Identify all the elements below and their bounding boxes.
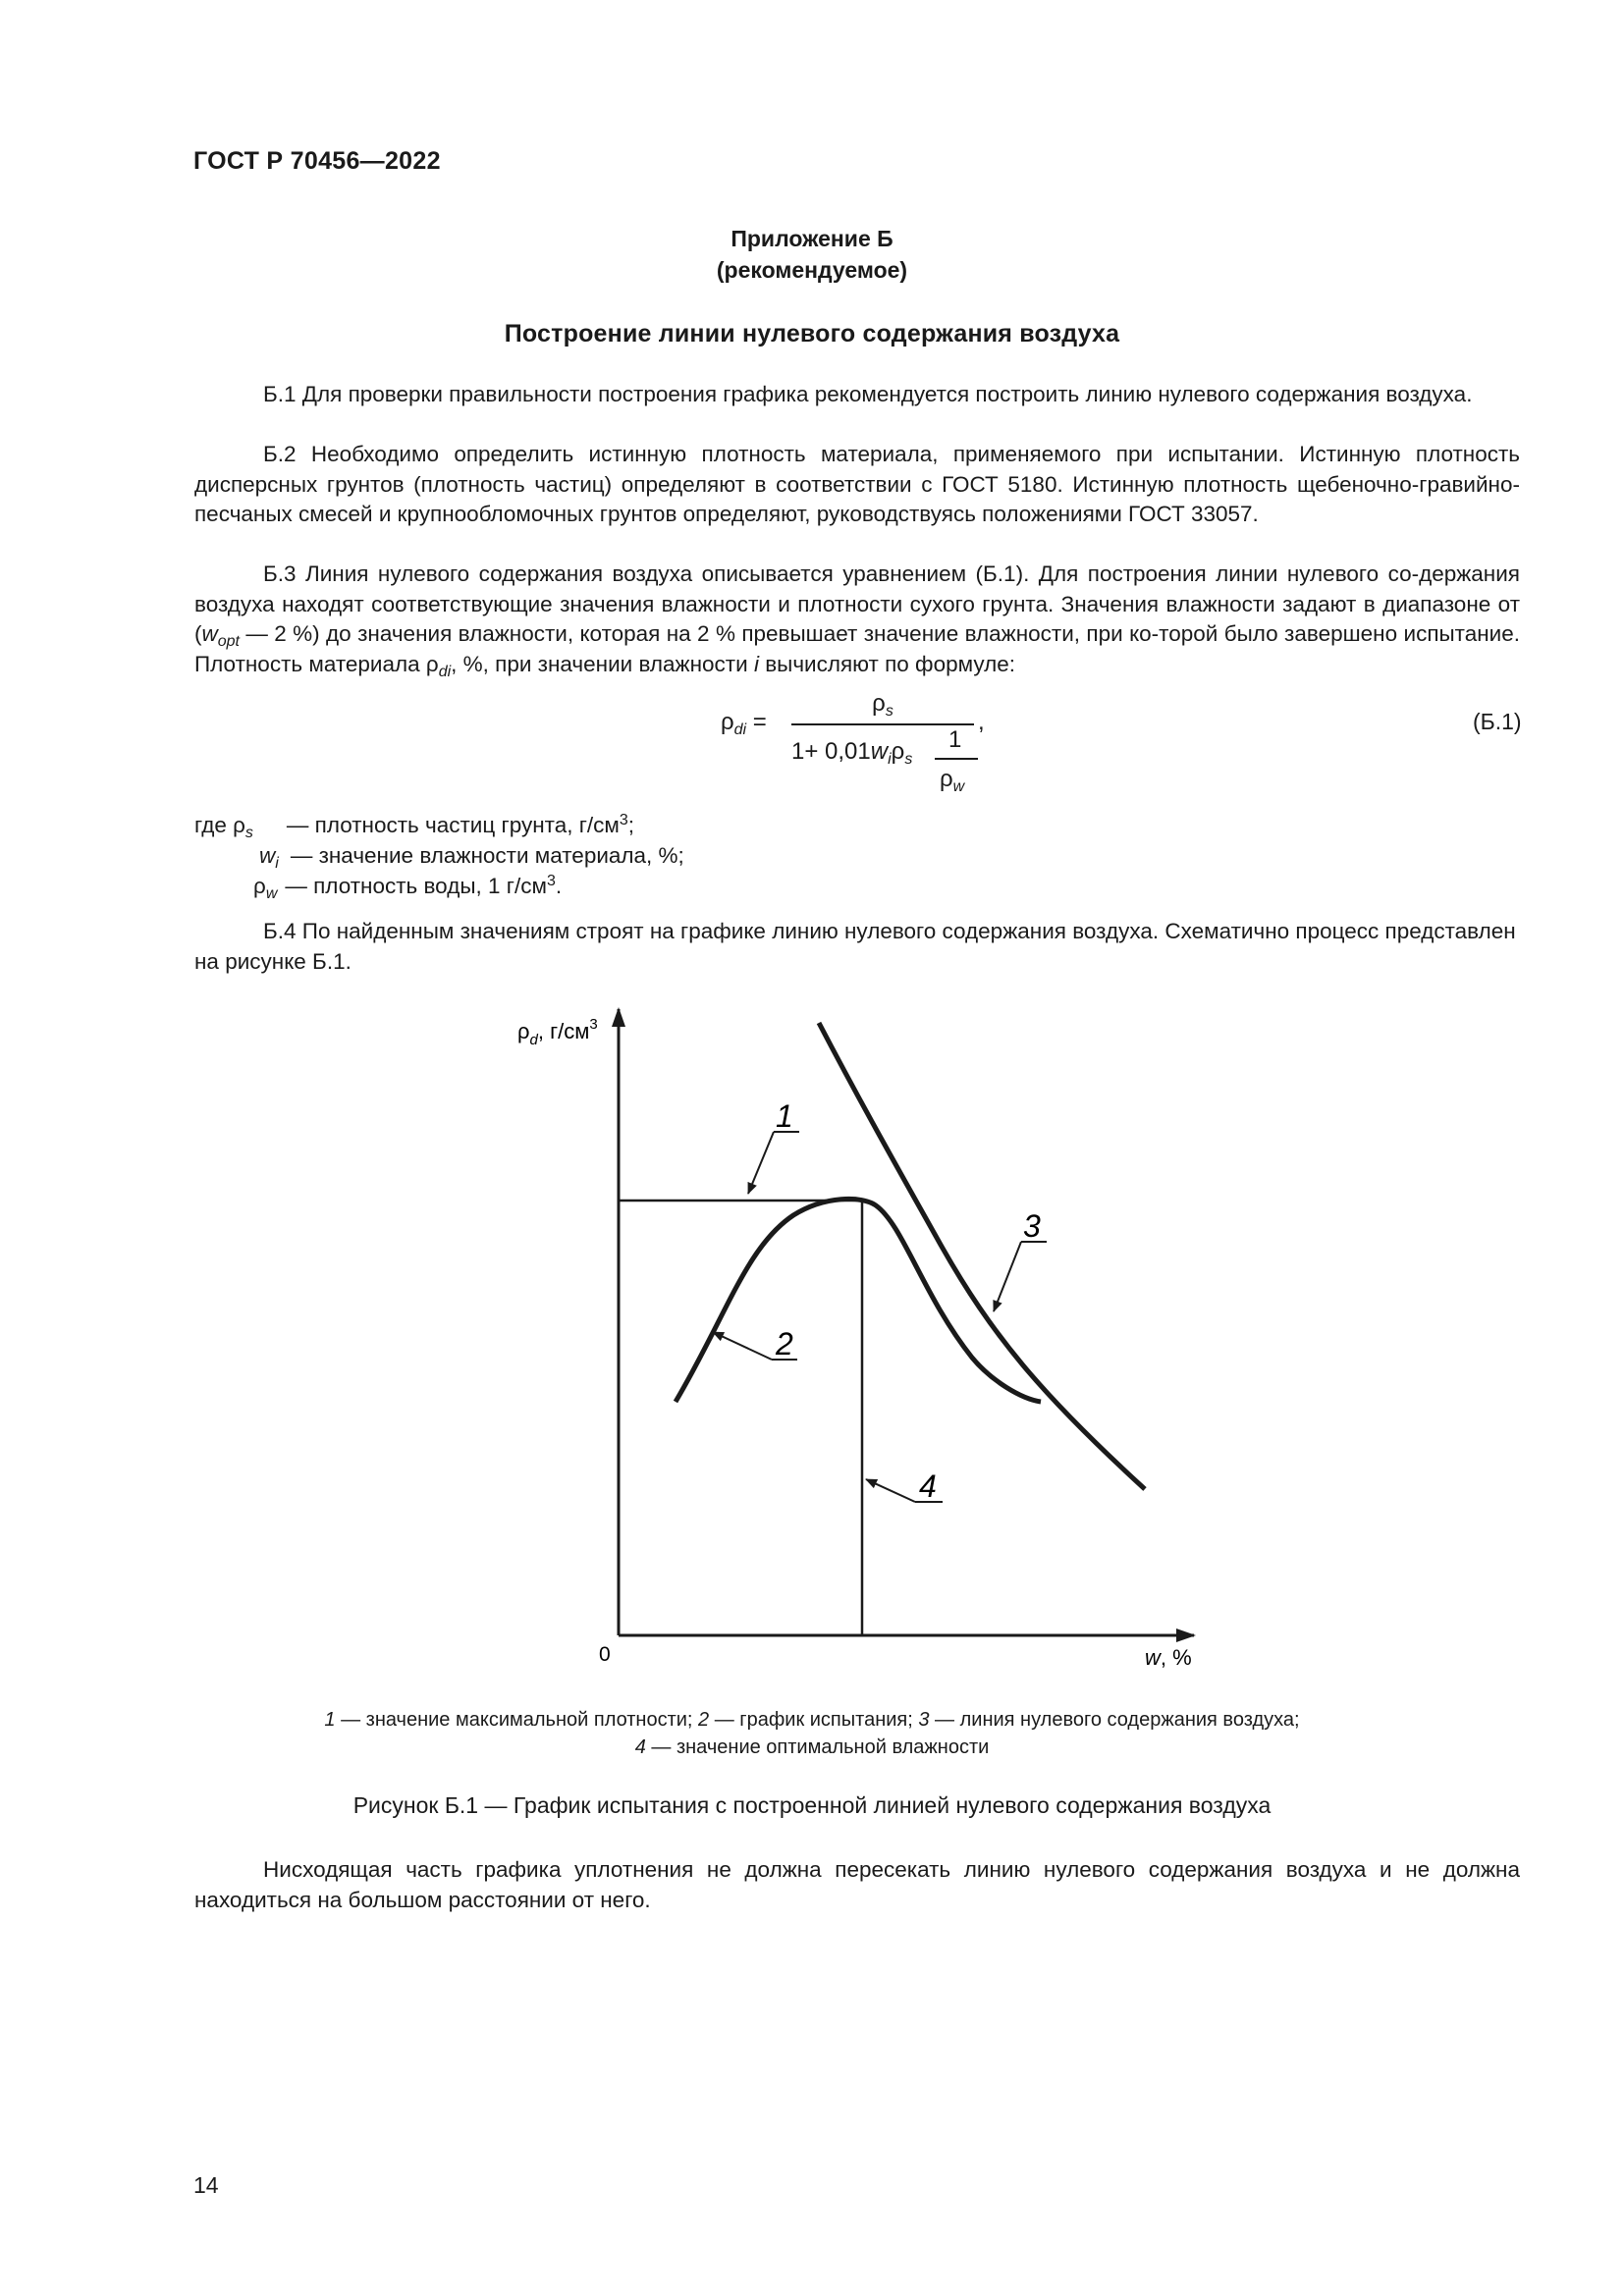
figure-title: Рисунок Б.1 — График испытания с построенной линией нулевого содержания воздуха (352, 1792, 1272, 1818)
figure-legend-line-2: 4 — значение оптимальной влажности (634, 1736, 990, 1758)
equation-inner-numerator: 1 (948, 726, 962, 753)
x-axis-label: w, % (1145, 1645, 1192, 1670)
appendix-status: (рекомендуемое) (716, 257, 908, 283)
document-header: ГОСТ Р 70456—2022 (193, 147, 441, 175)
equation-comma: , (978, 709, 985, 735)
origin-label: 0 (599, 1643, 611, 1666)
figure-legend (0, 1706, 1624, 1761)
compaction-curve (676, 1199, 1041, 1402)
paragraph-b3: Б.3 Линия нулевого содержания воздуха описывается уравнением (Б.1). Для построения линии нулевого со-держания воздуха находят соответствующие значения влажности и плотности сухого грунта. Значения влажности задают в диапазоне от ($w_{opt}$ — 2 %) до значения влажности, которая на 2 % превышает значение влажности, при ко-торой было завершено испытание. Плотность материала $\rho_{di}$, %, при значении влажности i вычисляют по формуле: (194, 561, 1520, 680)
page-number: 14 (193, 2172, 219, 2198)
callout-4: 4 (919, 1468, 937, 1504)
where-item-rho-s: где $\rho_s$ — плотность частиц грунта, $г/см^3$; (194, 812, 635, 841)
callout-3: 3 (1023, 1208, 1041, 1244)
section-title: Построение линии нулевого содержания воздуха (504, 320, 1120, 347)
zero-air-voids-line (819, 1023, 1145, 1489)
paragraph-closing: Нисходящая часть графика уплотнения не должна пересекать линию нулевого содержания воздуха и не должна находиться на большом расстоянии от него. (194, 1857, 1520, 1912)
equation-inner-denominator: $\rho_w$ (940, 766, 965, 795)
paragraph-b4: Б.4 По найденным значениям строят на графике линию нулевого содержания воздуха. Схематично процесс представлен на рисунке Б.1. (194, 919, 1516, 974)
where-item-rho-w: $\rho_w$ — плотность воды, 1 $г/см^3$. (253, 873, 563, 902)
paragraph-b2: Б.2 Необходимо определить истинную плотность материала, применяемого при испытании. Истинную плотность дисперсных грунтов (плотность частиц) определяют в соответствии с ГОСТ 5180. Истинную плотность щебеночно-гравийно-песчаных смесей и крупнообломочных грунтов определяют, руководствуясь положениями ГОСТ 33057. (194, 442, 1520, 526)
equation-numerator: $\rho_s$ (872, 690, 893, 720)
y-axis-label: $\rho_d$, $г/см^3$ (517, 1016, 598, 1048)
equation-lhs: $\rho_{di}$ = (721, 709, 767, 738)
equation-denominator: $1+ 0,01w_i\rho_s$ (791, 738, 913, 768)
callout-2: 2 (776, 1326, 793, 1362)
figure-legend-line-1: 1 — значение максимальной плотности; 2 — график испытания; 3 — линия нулевого содержания воздуха; (324, 1709, 1300, 1731)
appendix-title: Приложение Б (731, 226, 893, 251)
paragraph-b1: Б.1 Для проверки правильности построения графика рекомендуется построить линию нулевого содержания воздуха. (263, 382, 1473, 406)
equation-number: (Б.1) (1473, 709, 1522, 734)
where-item-w-i: $w_i$ — значение влажности материала, %; (259, 843, 684, 872)
callout-1: 1 (776, 1098, 793, 1134)
